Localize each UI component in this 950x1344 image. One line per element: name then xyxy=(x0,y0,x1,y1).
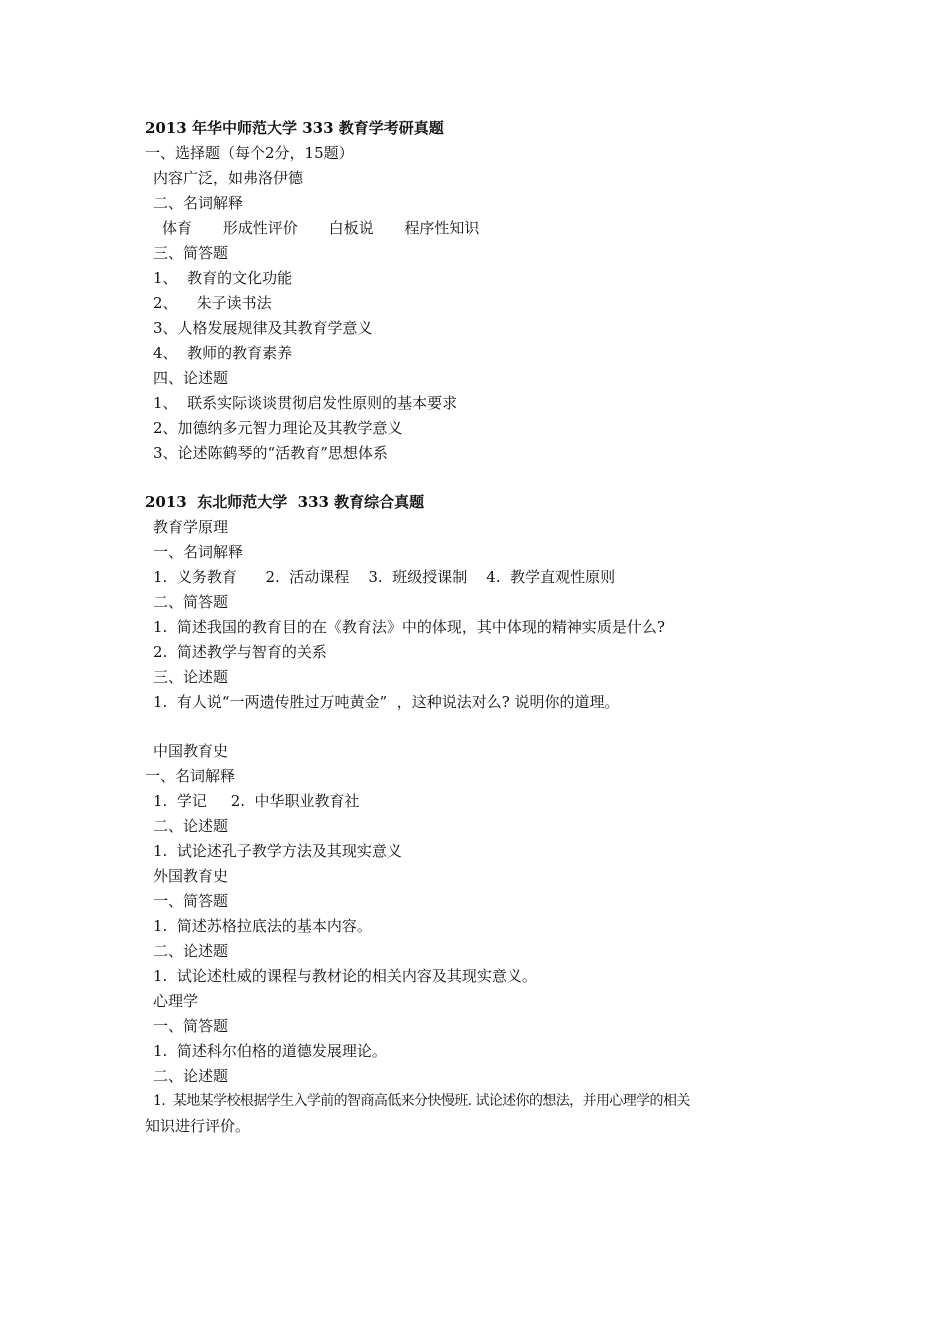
foreign-history-essay-heading: 二、论述题 xyxy=(153,942,229,960)
doc1-essay-item: 3、论述陈鹤琴的“活教育”思想体系 xyxy=(153,444,388,462)
chinese-history-terms-heading: 一、名词解释 xyxy=(145,767,236,785)
chinese-history-essay-heading: 二、论述题 xyxy=(153,817,229,835)
chinese-history-essay-item: 1. 试论述孔子教学方法及其现实意义 xyxy=(153,842,402,860)
doc1-short-item: 2、 朱子读书法 xyxy=(153,294,272,312)
doc1-essay-item: 2、加德纳多元智力理论及其教学意义 xyxy=(153,419,403,437)
foreign-history-essay-item: 1. 试论述杜威的课程与教材论的相关内容及其现实意义。 xyxy=(153,967,537,985)
pedagogy-short-item: 1. 简述我国的教育目的在《教育法》中的体现，其中体现的精神实质是什么? xyxy=(153,618,665,636)
doc1-essay-heading: 四、论述题 xyxy=(153,369,229,387)
pedagogy-heading: 教育学原理 xyxy=(153,518,229,536)
doc1-short-heading: 三、简答题 xyxy=(153,244,229,262)
doc1-terms-list xyxy=(162,218,479,238)
psychology-heading: 心理学 xyxy=(153,992,199,1010)
chinese-history-terms-line: 1. 学记 2. 中华职业教育社 xyxy=(153,792,360,810)
doc1-short-item: 4、 教师的教育素养 xyxy=(153,344,293,362)
doc1-choice-heading: 一、选择题（每个2分，15题） xyxy=(145,144,354,162)
pedagogy-essay-heading: 三、论述题 xyxy=(153,668,229,686)
psychology-short-heading: 一、简答题 xyxy=(153,1017,229,1035)
doc1-term: 白板说 xyxy=(328,219,374,237)
doc1-short-item: 3、人格发展规律及其教育学意义 xyxy=(153,319,373,337)
foreign-history-short-item: 1. 简述苏格拉底法的基本内容。 xyxy=(153,917,372,935)
doc1-choice-note: 内容广泛，如弗洛伊德 xyxy=(153,169,304,187)
doc1-term: 形成性评价 xyxy=(222,219,298,237)
psychology-short-item: 1. 简述科尔伯格的道德发展理论。 xyxy=(153,1042,387,1060)
doc2-title: 2013 东北师范大学 333 教育综合真题 xyxy=(145,493,425,511)
foreign-history-short-heading: 一、简答题 xyxy=(153,892,229,910)
doc1-essay-item: 1、 联系实际谈谈贯彻启发性原则的基本要求 xyxy=(153,394,458,412)
pedagogy-terms-line: 1. 义务教育 2. 活动课程 3. 班级授课制 4. 教学直观性原则 xyxy=(153,568,616,586)
pedagogy-terms-heading: 一、名词解释 xyxy=(153,543,244,561)
foreign-history-heading: 外国教育史 xyxy=(153,867,229,885)
doc1-term: 体育 xyxy=(162,219,193,237)
doc1-short-item: 1、 教育的文化功能 xyxy=(153,269,293,287)
chinese-history-heading: 中国教育史 xyxy=(153,742,229,760)
pedagogy-short-heading: 二、简答题 xyxy=(153,593,229,611)
pedagogy-essay-item: 1. 有人说“一两遗传胜过万吨黄金” ，这种说法对么? 说明你的道理。 xyxy=(153,693,620,711)
psychology-essay-line: 1. 某地某学校根据学生入学前的智商高低来分快慢班. 试论述你的想法，并用心理学的相关 xyxy=(153,1093,690,1109)
psychology-essay-heading: 二、论述题 xyxy=(153,1067,229,1085)
psychology-essay-line-continued: 知识进行评价。 xyxy=(145,1117,251,1135)
doc1-term: 程序性知识 xyxy=(404,219,480,237)
doc1-terms-heading: 二、名词解释 xyxy=(153,194,244,212)
doc1-title: 2013 年华中师范大学 333 教育学考研真题 xyxy=(145,119,444,137)
pedagogy-short-item: 2. 简述教学与智育的关系 xyxy=(153,643,327,661)
